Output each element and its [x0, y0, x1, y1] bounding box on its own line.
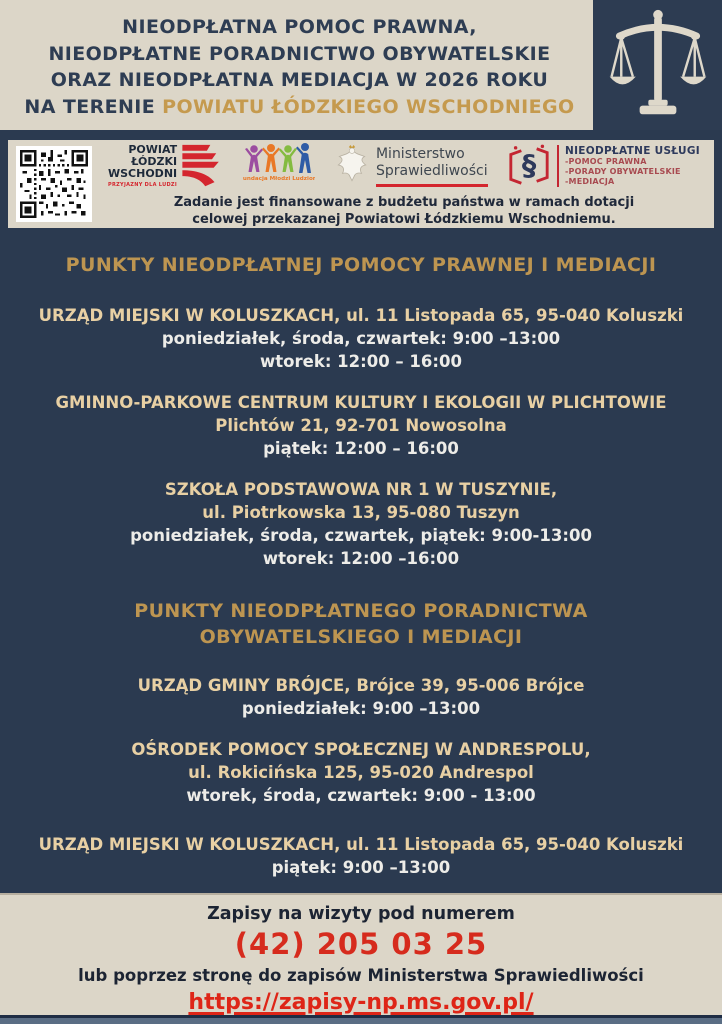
powiat-tagline: PRZYJAZNY DLA LUDZI — [108, 182, 178, 188]
funding-note — [102, 195, 706, 228]
aid-point-tuszyn — [0, 478, 722, 570]
main-region — [0, 130, 722, 893]
venue-schedule: poniedziałek, środa, czwartek, piątek: 9:00-13:00 — [130, 526, 592, 545]
section-heading-legal-aid: PUNKTY NIEODPŁATNEJ POMOCY PRAWNEJ I MEDIACJI — [65, 254, 657, 276]
venue-name: URZĄD MIEJSKI W KOLUSZKACH, ul. 11 Listopada 65, 95-040 Koluszki — [38, 306, 684, 325]
paragraph-glyph: § — [521, 148, 537, 183]
fundacja-mlodzi-ludziom-logo — [243, 142, 315, 190]
free-services-logo — [507, 143, 700, 189]
services-divider — [557, 145, 559, 187]
header — [0, 0, 722, 130]
services-item-2: -PORADY OBYWATELSKIE — [565, 167, 681, 176]
qr-code-icon — [20, 150, 88, 218]
paragraph-book-icon — [507, 143, 551, 189]
four-people-holding-hands-icon — [243, 142, 315, 186]
red-stripes-icon — [179, 144, 223, 188]
polish-eagle-icon — [334, 145, 370, 187]
powiat-lodzki-wschodni-logo — [108, 144, 223, 188]
logos-band — [8, 140, 714, 228]
header-title-line-2: NIEODPŁATNE PORADNICTWO OBYWATELSKIE — [48, 42, 551, 65]
venue-schedule: poniedziałek: 9:00 –13:00 — [241, 699, 481, 718]
funding-note-line-1: Zadanie jest finansowane z budżetu państwa w ramach dotacji — [173, 195, 635, 210]
funding-note-line-2: celowej przekazanej Powiatowi Łódzkiemu Wschodniemu. — [192, 211, 616, 227]
fundacja-label: Fundacja Młodzi Ludziom — [242, 176, 315, 182]
powiat-line-2: ŁÓDZKI — [131, 155, 178, 168]
header-title-line-4 — [10, 94, 589, 121]
header-title-line-1: NIEODPŁATNA POMOC PRAWNA, — [122, 16, 477, 38]
venue-name: SZKOŁA PODSTAWOWA NR 1 W TUSZYNIE, — [164, 480, 558, 499]
venue-name: OŚRODEK POMOCY SPOŁECZNEJ W ANDRESPOLU, — [131, 740, 591, 759]
venue-schedule: wtorek: 12:00 –16:00 — [262, 549, 460, 568]
section-heading-civic-counseling: PUNKTY NIEODPŁATNEGO PORADNICTWA OBYWATELSKIEGO I MEDIACJI — [134, 600, 588, 648]
venue-name: URZĄD MIEJSKI W KOLUSZKACH, ul. 11 Listopada 65, 95-040 Koluszki — [38, 835, 684, 854]
header-title-line-3: ORAZ NIEODPŁATNA MEDIACJA W 2026 ROKU — [50, 69, 549, 91]
header-title-prefix: NA TERENIE — [24, 95, 163, 118]
header-title — [0, 0, 593, 130]
aid-point-plichtow — [0, 391, 722, 460]
scales-of-justice-icon — [609, 7, 707, 123]
aid-point-andrespol — [0, 738, 722, 807]
section-civic-counseling — [0, 598, 722, 879]
venue-name: URZĄD GMINY BRÓJCE, Brójce 39, 95-006 Brójce — [137, 676, 585, 695]
aid-point-koluszki-friday — [0, 833, 722, 879]
scales-box — [593, 0, 722, 130]
services-title: NIEODPŁATNE USŁUGI — [565, 145, 700, 157]
footer — [0, 893, 722, 1015]
aid-point-koluszki — [0, 304, 722, 373]
ministry-name-line-2: Sprawiedliwości — [375, 162, 488, 179]
services-item-1: -POMOC PRAWNA — [565, 157, 647, 166]
qr-code — [16, 146, 92, 222]
venue-name: GMINNO-PARKOWE CENTRUM KULTURY I EKOLOGII W PLICHTOWIE — [55, 393, 667, 412]
bottom-strip — [0, 1015, 722, 1024]
services-item-3: -MEDIACJA — [565, 177, 615, 186]
booking-line: Zapisy na wizyty pod numerem — [207, 904, 515, 924]
powiat-line-1: POWIAT — [128, 143, 178, 156]
booking-alt-line: lub poprzez stronę do zapisów Ministerstwa Sprawiedliwości — [78, 966, 644, 985]
venue-address: ul. Piotrkowska 13, 95-080 Tuszyn — [202, 503, 520, 522]
venue-schedule: piątek: 9:00 –13:00 — [271, 858, 451, 877]
section-legal-aid — [0, 252, 722, 570]
phone-number: (42) 205 03 25 — [234, 927, 488, 961]
logos-and-note — [102, 140, 706, 228]
venue-schedule: wtorek, środa, czwartek: 9:00 - 13:00 — [186, 786, 536, 805]
ministry-of-justice-logo — [334, 145, 488, 187]
venue-schedule: wtorek: 12:00 – 16:00 — [260, 352, 462, 371]
aid-point-brojce — [0, 674, 722, 720]
powiat-logo-text — [108, 144, 177, 180]
ministry-name — [376, 146, 488, 180]
aid-points-content — [0, 228, 722, 893]
venue-schedule: poniedziałek, środa, czwartek: 9:00 –13:00 — [161, 329, 561, 348]
venue-address: Plichtów 21, 92-701 Nowosolna — [215, 416, 507, 435]
booking-url-link[interactable]: https://zapisy-np.ms.gov.pl/ — [188, 990, 534, 1015]
ministry-name-line-1: Ministerstwo — [375, 145, 465, 162]
logos-row — [102, 140, 706, 192]
header-title-accent: POWIATU ŁÓDZKIEGO WSCHODNIEGO — [162, 95, 575, 118]
powiat-line-3: WSCHODNI — [108, 167, 178, 180]
venue-schedule: piątek: 12:00 – 16:00 — [263, 439, 459, 458]
ministry-red-underline — [376, 184, 488, 187]
venue-address: ul. Rokicińska 125, 95-020 Andrespol — [188, 763, 534, 782]
